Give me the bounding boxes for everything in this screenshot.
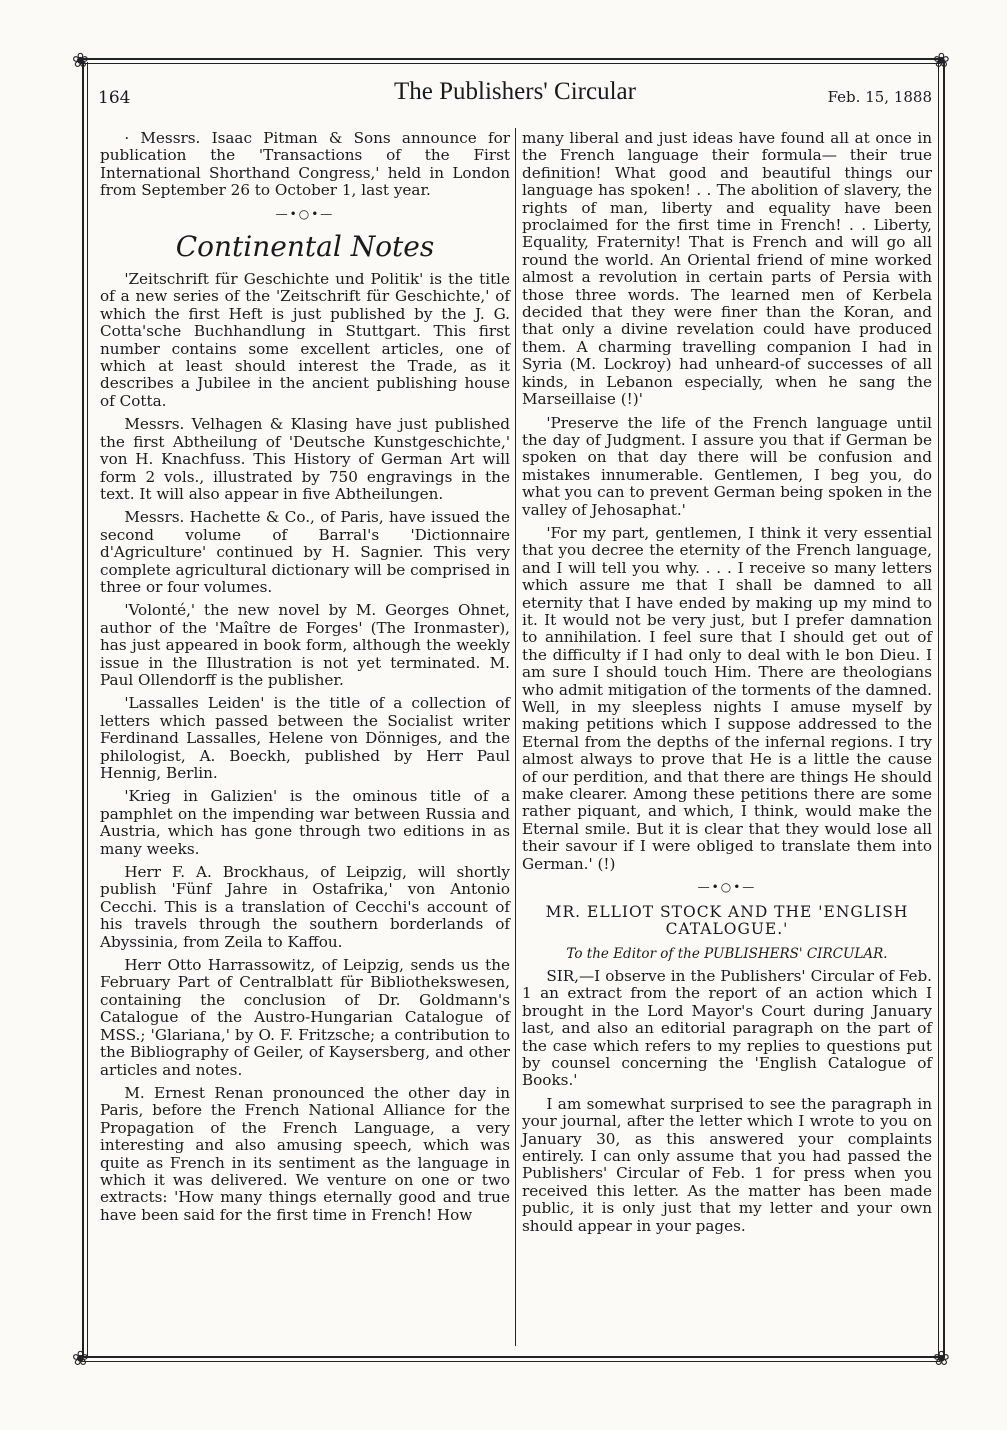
paragraph: Messrs. Hachette & Co., of Paris, have issued the second volume of Barral's 'Dictionnaire d'Agriculture' continued by H. Sagnier. This very complete agricultural dictionary will be comprised in three or four volumes. (100, 508, 510, 596)
page-date: Feb. 15, 1888 (827, 88, 932, 106)
page-header (98, 78, 932, 112)
left-rule-thin (87, 62, 88, 1358)
section-divider: —•○•— (275, 206, 335, 221)
paragraph: Messrs. Velhagen & Klasing have just published the first Abtheilung of 'Deutsche Kunstgeschichte,' von H. Knachfuss. This History of German Art will form 2 vols., illustrated by 750 engravings in the text. It will also appear in five Abtheilungen. (100, 415, 510, 503)
top-rule (80, 58, 940, 60)
right-rule (943, 62, 945, 1358)
corner-ornament-icon: ❀ (72, 48, 89, 72)
paragraph: 'For my part, gentlemen, I think it very essential that you decree the eternity of the French language, and I will tell you why. . . . I receive so many letters which assure me that I shall be damned to all eternity that I have ended by making up my mind to it. It would not be very just, but I prefer damnation to annihilation. I feel sure that I should get out of the difficulty if I had only to deal with le bon Dieu. I am sure I should touch Him. There are theologians who admit mitigation of the torments of the damned. Well, in my sleepless nights I amuse myself by making petitions which I suppose addressed to the Eternal from the depths of the infernal regions. I try almost always to prove that He is a little the cause of our perdition, and that there are things He should make clearer. Among these petitions there are some rather piquant, and which, I think, would make the Eternal smile. But it is clear that they would lose all their savour if I were obliged to translate them into German.' (!) (522, 523, 932, 873)
corner-ornament-icon: ❀ (72, 1346, 89, 1370)
paragraph: M. Ernest Renan pronounced the other day in Paris, before the French National Alliance for the Propagation of the French Language, a very interesting and also amusing speech, which was quite as French in its sentiment as the language in which it was delivered. We venture on one or two extracts: 'How many things eternally good and true have been said for the first time in French! How (100, 1083, 510, 1224)
corner-ornament-icon: ❀ (933, 1346, 950, 1370)
paragraph: · Messrs. Isaac Pitman & Sons announce for publication the 'Transactions of the First International Shorthand Congress,' held in London from September 26 to October 1, last year. (100, 129, 510, 200)
page-title: The Publishers' Circular (394, 78, 636, 105)
paragraph: Herr F. A. Brockhaus, of Leipzig, will shortly publish 'Fünf Jahre in Ostafrika,' von Antonio Cecchi. This is a translation of Cecchi's account of his travels through the southern borderlands of Abyssinia, from Zeila to Kaffou. (100, 863, 510, 951)
paragraph: 'Lassalles Leiden' is the title of a collection of letters which passed between the Socialist writer Ferdinand Lassalles, Helene von Dönniges, and the philologist, A. Boeckh, published by Herr Paul Hennig, Berlin. (100, 694, 510, 782)
column-rule (515, 128, 516, 1346)
bottom-rule-thin (80, 1361, 940, 1362)
paragraph: Herr Otto Harrassowitz, of Leipzig, sends us the February Part of Centralblatt für Bibliothekswesen, containing the conclusion of Dr. Goldmann's Catalogue of the Austro-Hungarian Catalogue of MSS.; 'Glariana,' by O. F. Fritzsche; a contribution to the Bibliography of Geiler, of Kaysersberg, and other articles and notes. (100, 956, 510, 1079)
paragraph: 'Krieg in Galizien' is the ominous title of a pamphlet on the impending war between Russia and Austria, which has gone through two editions in as many weeks. (100, 787, 510, 858)
paragraph: 'Volonté,' the new novel by M. Georges Ohnet, author of the 'Maître de Forges' (The Ironmaster), has just appeared in book form, although the weekly issue in the Illustration is not yet terminated. M. Paul Ollendorff is the publisher. (100, 601, 510, 689)
left-column (100, 130, 510, 1230)
right-column (522, 130, 932, 1241)
paragraph: SIR,—I observe in the Publishers' Circular of Feb. 1 an extract from the report of an action which I brought in the Lord Mayor's Court during January last, and also an editorial paragraph on the part of the case which refers to my replies to questions put by counsel concerning the 'English Catalogue of Books.' (522, 966, 932, 1090)
top-rule-thin (80, 63, 940, 64)
letter-title: MR. ELLIOT STOCK AND THE 'ENGLISH CATALOGUE.' (545, 903, 909, 939)
paragraph: 'Zeitschrift für Geschichte und Politik' is the title of a new series of the 'Zeitschrift für Geschichte,' of which the first Heft is just published by the J. G. Cotta'sche Buchhandlung in Stuttgart. This first number contains some excellent articles, one of which at least should interest the Trade, as it describes a Jubilee in the ancient publishing house of Cotta. (100, 270, 510, 410)
left-rule (82, 62, 84, 1358)
letter-address: To the Editor of the PUBLISHERS' CIRCULAR. (566, 946, 888, 963)
corner-ornament-icon: ❀ (933, 48, 950, 72)
section-divider: —•○•— (697, 880, 757, 895)
paragraph: I am somewhat surprised to see the paragraph in your journal, after the letter which I wrote to you on January 30, as this answered your complaints entirely. I can only assume that you had passed the Publishers' Circular of Feb. 1 for press when you received this letter. As the matter has been made public, it is only just that my letter and your own should appear in your pages. (522, 1094, 932, 1235)
paragraph: 'Preserve the life of the French language until the day of Judgment. I assure you that if German be spoken on that day there will be confusion and mistakes innumerable. Gentlemen, I beg you, do what you can to prevent German being spoken in the valley of Jehosaphat.' (522, 413, 932, 519)
page-number: 164 (98, 88, 131, 108)
right-rule-thin (938, 62, 939, 1358)
bottom-rule (80, 1356, 940, 1358)
section-title: Continental Notes (175, 230, 435, 264)
paragraph: many liberal and just ideas have found all at once in the French language their formula— their true definition! What good and beautiful things our language has spoken! . . The abolition of slavery, the rights of man, liberty and equality have been proclaimed for the first time in French! . . Liberty, Equality, Fraternity! That is French and will go all round the world. An Oriental friend of mine worked almost a revolution in certain parts of Persia with those three words. The learned men of Kerbela decided that they were finer than the Koran, and that only a divine revelation could have produced them. A charming travelling companion I had in Syria (M. Lockroy) had unheard-of successes of all kinds, in Lebanon especially, when he sang the Marseillaise (!)' (522, 129, 932, 409)
